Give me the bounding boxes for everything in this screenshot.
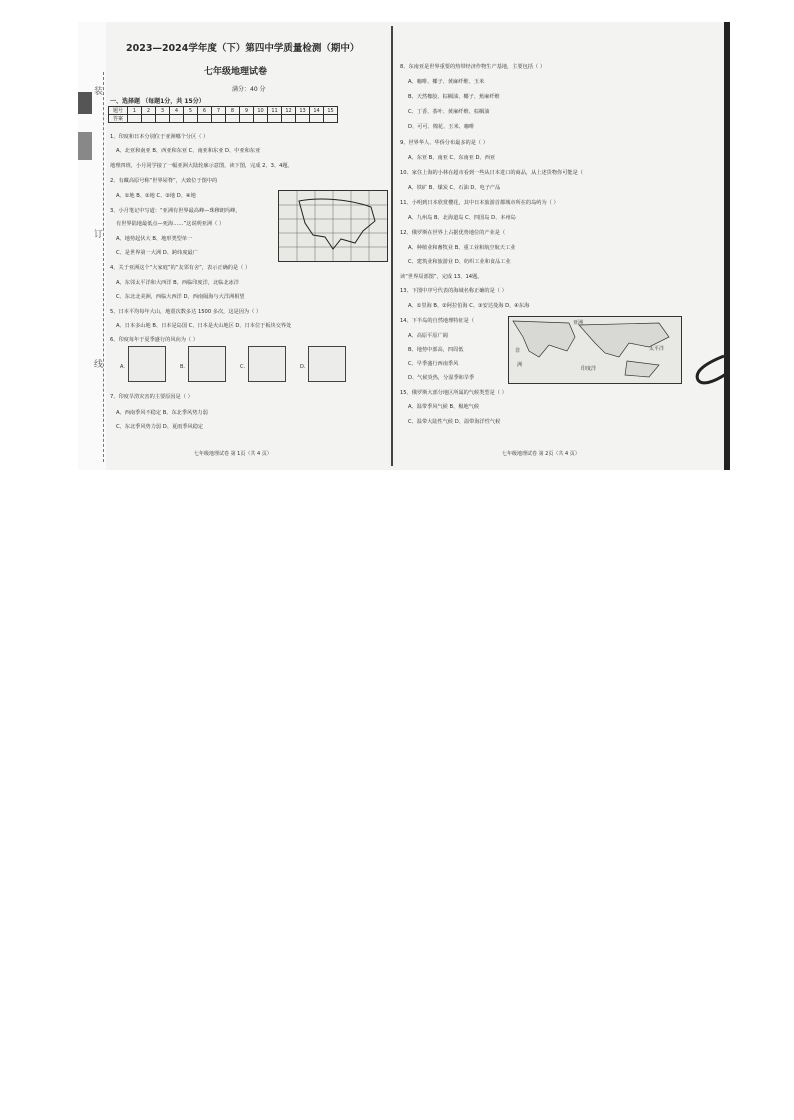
question-line: 3、小月笔记中写道：“亚洲有世界最高峰—珠穆朗玛峰， xyxy=(110,208,241,214)
question-line: 有世界陆地最低点—死海……”这说明亚洲（ ） xyxy=(116,221,225,227)
question-option-line: A、日本多山地 B、日本是岛国 C、日本是火山地区 D、日本位于板块交界处 xyxy=(116,323,292,329)
answer-table-number: 6 xyxy=(198,107,212,115)
question-option-line: C、东北北美洲，西临大西洋 D、西南隔海与大洋洲相望 xyxy=(116,294,245,300)
section-heading: 一、选择题 （每题1分，共 15分） xyxy=(110,98,205,105)
answer-table-number: 12 xyxy=(282,107,296,115)
map-label: 洲 xyxy=(517,362,523,368)
question-line: 读“世界局部图”，完成 13、14题。 xyxy=(400,274,483,280)
binding-line xyxy=(103,72,105,462)
answer-cell[interactable] xyxy=(184,115,198,123)
answer-cell[interactable] xyxy=(254,115,268,123)
answer-cell[interactable] xyxy=(240,115,254,123)
answer-cell[interactable] xyxy=(296,115,310,123)
margin-mark xyxy=(78,132,92,160)
answer-table-number: 13 xyxy=(296,107,310,115)
page-divider xyxy=(391,26,393,466)
answer-cell[interactable] xyxy=(226,115,240,123)
question-option-line: A、九州岛 B、北海道岛 C、四国岛 D、本州岛 xyxy=(408,215,516,221)
question-line: 8、东南亚是世界重要的热带经济作物生产基地，主要包括（ ） xyxy=(400,64,546,70)
answer-table-row xyxy=(109,107,338,115)
question-line: 12、俄罗斯在世界上占据优势地位的产业是（ xyxy=(400,230,506,236)
question-option-line: A、东亚 B、南亚 C、东南亚 D、西亚 xyxy=(408,155,496,161)
question-option-line: A、①里海 B、②阿拉伯海 C、③安达曼海 D、④东海 xyxy=(408,303,530,309)
answer-table-number: 15 xyxy=(324,107,338,115)
answer-table-header: 答案 xyxy=(109,115,128,123)
option-label: A. xyxy=(120,364,125,370)
answer-cell[interactable] xyxy=(128,115,142,123)
answer-table-number: 14 xyxy=(310,107,324,115)
question-option-line: A、地势起伏大 B、地形类型单一 xyxy=(116,236,193,242)
answer-table-number: 11 xyxy=(268,107,282,115)
question-line: 2、有藏高原号称“世界屋脊”，大致位于图中的 xyxy=(110,178,218,184)
question-option-line: C、早季盛行西南季风 xyxy=(408,361,459,367)
answer-cell[interactable] xyxy=(310,115,324,123)
page-footer: 七年级地理试卷 第 1页（共 4 页） xyxy=(194,451,272,457)
answer-cell[interactable] xyxy=(142,115,156,123)
map-label: 太平洋 xyxy=(649,346,665,352)
answer-table-number: 8 xyxy=(226,107,240,115)
answer-table-number: 9 xyxy=(240,107,254,115)
wind-map-d xyxy=(308,346,346,382)
question-line: 15、俄罗斯大部分地区所属的气候类型是（ ） xyxy=(400,390,507,396)
answer-cell[interactable] xyxy=(268,115,282,123)
answer-table-number: 4 xyxy=(170,107,184,115)
left-page xyxy=(106,22,386,470)
question-option-line: B、地势中部高，四周低 xyxy=(408,347,464,353)
question-option-line: A、东邻太平洋和大西洋 B、西临印度洋，北临北冰洋 xyxy=(116,280,239,286)
margin-mark xyxy=(78,92,92,114)
question-option-line: A、西南季风不稳定 B、东北季风势力弱 xyxy=(116,410,208,416)
question-line: 11、小明到日本欣赏樱花，其中日本旅游首都城市所在的岛屿为（ ） xyxy=(400,200,559,206)
question-line: 7、印度旱涝灾害的主要原因是（ ） xyxy=(110,394,193,400)
answer-table-row xyxy=(109,115,338,123)
question-line: 1、印度和日本分别位于亚洲哪个分区（ ） xyxy=(110,134,209,140)
question-line: 4、关于亚洲这个“大家庭”的“友邻有舍”，表示正确的是（ ） xyxy=(110,265,251,271)
question-option-line: D、可可、棉花、玉米、咖啡 xyxy=(408,124,475,130)
answer-table-number: 5 xyxy=(184,107,198,115)
page-footer: 七年级地理试卷 第 2页（共 4 页） xyxy=(502,451,580,457)
full-score: 满分：40 分 xyxy=(232,86,266,93)
question-option-line: A、温带季风气候 B、极地气候 xyxy=(408,404,480,410)
scanned-exam-sheet xyxy=(78,22,730,470)
option-label: C. xyxy=(240,364,246,370)
answer-table-number: 2 xyxy=(142,107,156,115)
question-option-line: A、种植业和畜牧业 B、重工业和航空航天工业 xyxy=(408,245,516,251)
asia-outline-map xyxy=(278,190,388,262)
question-option-line: A、铁矿 B、煤炭 C、石油 D、电子产品 xyxy=(408,185,501,191)
question-line: 14、下半岛的自然地理特征是（ xyxy=(400,318,475,324)
world-partial-map xyxy=(508,316,682,384)
answer-table-header: 题号 xyxy=(109,107,128,115)
question-option-line: D、气候炎热，分湿季和旱季 xyxy=(408,375,475,381)
answer-cell[interactable] xyxy=(282,115,296,123)
question-option-line: A、①地 B、②地 C、③地 D、④地 xyxy=(116,193,196,199)
map-label: 非 xyxy=(515,348,521,354)
answer-cell[interactable] xyxy=(170,115,184,123)
question-line: 6、印度每年于夏季盛行的风向为（ ） xyxy=(110,337,198,343)
map-label: 印度洋 xyxy=(581,366,597,372)
question-line: 13、下图中序号代表的海域名称正确的是（ ） xyxy=(400,288,507,294)
answer-table-number: 3 xyxy=(156,107,170,115)
option-label: D. xyxy=(300,364,306,370)
exam-title: 2023—2024学年度（下）第四中学质量检测（期中） xyxy=(126,43,360,54)
exam-subtitle: 七年级地理试卷 xyxy=(204,67,268,77)
wind-map-a xyxy=(128,346,166,382)
question-option-line: C、丁香、茶叶、黄麻纤维、棕榈油 xyxy=(408,109,490,115)
question-line: 5、日本平均每年大山，地震次数多达 1500 多次，这是因为（ ） xyxy=(110,309,262,315)
wind-map-c xyxy=(248,346,286,382)
question-option-line: A、高原平原广阔 xyxy=(408,333,448,339)
right-page xyxy=(398,22,716,470)
question-option-line: B、天然橡胶、棕榈油、椰子、蕉麻纤维 xyxy=(408,94,500,100)
answer-cell[interactable] xyxy=(324,115,338,123)
binding-margin xyxy=(78,22,106,470)
question-option-line: C、是世界第一大洲 D、跨纬度最广 xyxy=(116,250,198,256)
answer-table-number: 10 xyxy=(254,107,268,115)
answer-cell[interactable] xyxy=(198,115,212,123)
binding-char: 线 xyxy=(94,360,104,370)
question-option-line: C、温带大陆性气候 D、温带海洋性气候 xyxy=(408,419,501,425)
answer-cell[interactable] xyxy=(156,115,170,123)
question-line: 地理四班，小月同学接了一幅亚洲大陆轮廓示意图，读下图，完成 2、3、4题。 xyxy=(110,163,293,169)
question-line: 10、家住上海的小林在超市看到一些从日本进口的商品，从上述货物你可能是（ xyxy=(400,170,583,176)
map-label: 亚洲 xyxy=(573,320,584,326)
question-option-line: A、咖啡、椰子、黄麻纤维、玉米 xyxy=(408,79,485,85)
binding-char: 订 xyxy=(94,230,104,240)
option-label: B. xyxy=(180,364,186,370)
answer-cell[interactable] xyxy=(212,115,226,123)
question-line: 9、世界华人、华侨分布最多的是（ ） xyxy=(400,140,488,146)
scan-edge xyxy=(724,22,730,470)
answer-table-number: 7 xyxy=(212,107,226,115)
question-option-line: C、建筑业和旅游业 D、纺织工业和食品工业 xyxy=(408,259,511,265)
answer-table-number: 1 xyxy=(128,107,142,115)
question-option-line: C、东北季风势力弱 D、夏雨季风稳定 xyxy=(116,424,204,430)
binding-char: 装 xyxy=(94,87,104,97)
wind-map-b xyxy=(188,346,226,382)
question-option-line: A、北亚和南亚 B、西亚和东亚 C、南亚和东亚 D、中亚和东亚 xyxy=(116,148,261,154)
answer-table xyxy=(108,106,338,123)
